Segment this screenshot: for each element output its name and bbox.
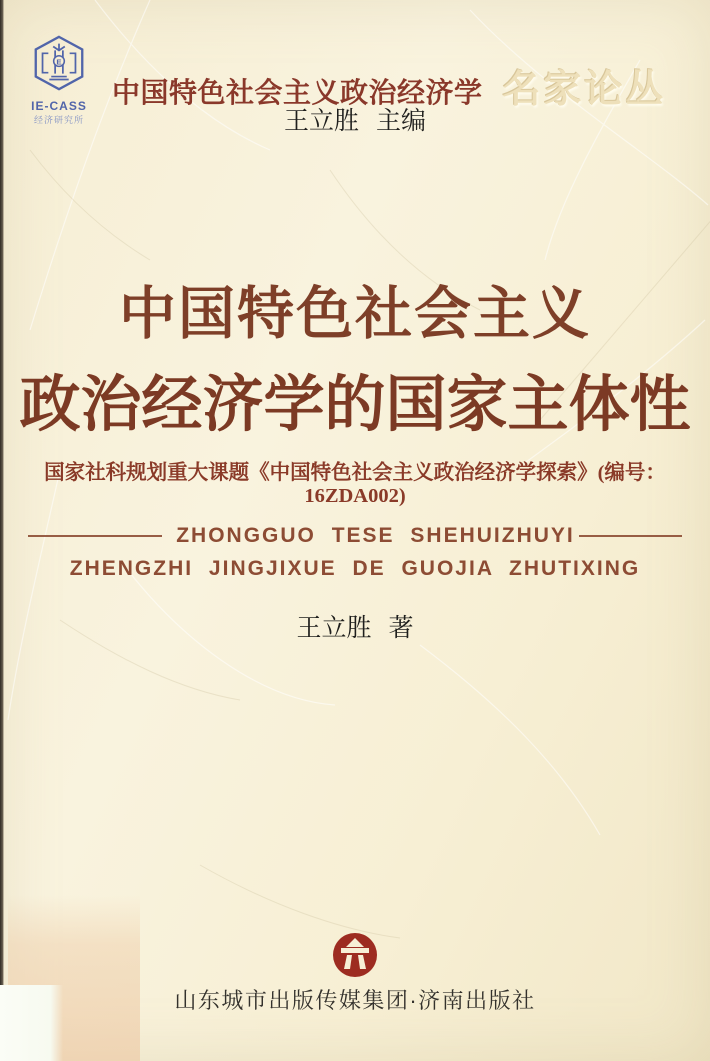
title-block xyxy=(0,268,710,644)
scan-edge-shadow xyxy=(0,0,4,1000)
scan-background-corner xyxy=(0,985,63,1061)
author-line: 王立胜 著 xyxy=(296,614,414,642)
rule-line-left xyxy=(28,535,162,537)
series-editor: 王立胜 主编 xyxy=(284,107,426,135)
logo-abbr: IE-CASS xyxy=(31,99,87,113)
book-title-line2: 政治经济学的国家主体性 xyxy=(19,372,691,439)
pinyin-row xyxy=(0,524,710,548)
svg-text:E: E xyxy=(56,57,62,67)
publisher-logo-icon xyxy=(331,931,379,979)
ie-cass-emblem-icon xyxy=(28,34,90,92)
project-note: 国家社科规划重大课题《中国特色社会主义政治经济学探索》(编号：16ZDA002) xyxy=(44,462,666,507)
book-title-line1: 中国特色社会主义 xyxy=(119,282,591,346)
series-title: 中国特色社会主义政治经济学 xyxy=(112,78,483,109)
rule-line-right xyxy=(579,535,682,537)
pinyin-line2: ZHENGZHI JINGJIXUE DE GUOJIA ZHUTIXING xyxy=(69,557,641,580)
pinyin-line1: ZHONGGUO TESE SHEHUIZHUYI xyxy=(176,524,575,547)
publisher-name: 山东城市出版传媒集团·济南出版社 xyxy=(174,988,536,1013)
logo-org-name: 经济研究所 xyxy=(33,115,84,125)
series-badge: 名家论丛 xyxy=(502,69,667,111)
